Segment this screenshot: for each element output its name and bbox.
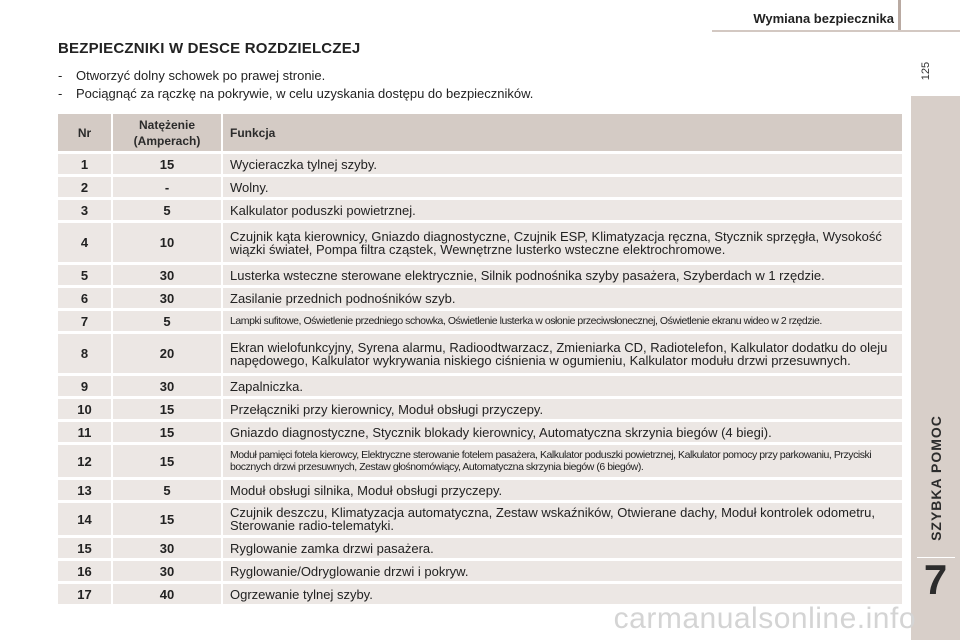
table-header-row [58,114,902,153]
watermark: carmanualsonline.info [613,602,916,635]
fuse-number: 12 [58,444,112,479]
fuse-function: Ekran wielofunkcyjny, Syrena alarmu, Radioodtwarzacz, Zmieniarka CD, Radiotelefon, Kalkulator dodatku do oleju napędowego, Kalkulator wykrywania niskiego ciśnienia w ogumieniu, Kalkulator modułu drzwi przesuwnych. [222,333,902,375]
fuse-number: 2 [58,176,112,199]
fuse-function: Wycieraczka tylnej szyby. [222,153,902,176]
table-row [58,560,902,583]
fuse-number: 14 [58,502,112,537]
fuse-function: Zapalniczka. [222,375,902,398]
header-nr: Nr [58,114,112,153]
fuse-function: Moduł pamięci fotela kierowcy, Elektryczne sterowanie fotelem pasażera, Kalkulator poduszki powietrznej, Kalkulator pomocy przy parkowaniu, Przyciski bocznych drzwi przesuwnych, Zestaw głośnomówiący, Automatyczna skrzynia biegów (6 biegów). [222,444,902,479]
fuse-table [58,114,902,604]
fuse-number: 4 [58,222,112,264]
fuse-amperage: 15 [112,444,222,479]
chapter-number: 7 [923,556,948,603]
table-row [58,375,902,398]
fuse-function: Przełączniki przy kierownicy, Moduł obsługi przyczepy. [222,398,902,421]
fuse-amperage: 5 [112,479,222,502]
table-row [58,176,902,199]
fuse-amperage: 15 [112,502,222,537]
fuse-function: Gniazdo diagnostyczne, Stycznik blokady kierownicy, Automatyczna skrzynia biegów (4 biegi). [222,421,902,444]
table-row [58,287,902,310]
fuse-amperage: 30 [112,375,222,398]
fuse-function: Ogrzewanie tylnej szyby. [222,583,902,605]
fuse-amperage: 30 [112,537,222,560]
table-row [58,583,902,605]
table-row [58,199,902,222]
fuse-amperage: 30 [112,287,222,310]
fuse-function: Wolny. [222,176,902,199]
fuse-amperage: 30 [112,264,222,287]
table-row [58,421,902,444]
sidebar-chapter-label: SZYBKA POMOC [928,415,944,541]
fuse-amperage: 15 [112,153,222,176]
fuse-amperage: 10 [112,222,222,264]
fuse-number: 9 [58,375,112,398]
fuse-number: 13 [58,479,112,502]
table-row [58,264,902,287]
fuse-amperage: 5 [112,199,222,222]
fuse-function: Czujnik kąta kierownicy, Gniazdo diagnostyczne, Czujnik ESP, Klimatyzacja ręczna, Stycznik sprzęgła, Wysokość wiązki świateł, Pompa filtra cząstek, Wewnętrzne lusterko wsteczne elektrochromowe. [222,222,902,264]
page-title: BEZPIECZNIKI W DESCE ROZDZIELCZEJ [58,40,361,57]
table-row [58,502,902,537]
fuse-amperage: 40 [112,583,222,605]
fuse-function: Czujnik deszczu, Klimatyzacja automatyczna, Zestaw wskaźników, Otwierane dachy, Moduł kontrolek odometru, Sterowanie radio-telematyki. [222,502,902,537]
intro-text: Pociągnąć za rączkę na pokrywie, w celu uzyskania dostępu do bezpieczników. [76,86,534,101]
fuse-number: 11 [58,421,112,444]
fuse-function: Ryglowanie zamka drzwi pasażera. [222,537,902,560]
fuse-number: 5 [58,264,112,287]
intro-text: Otworzyć dolny schowek po prawej stronie. [76,68,326,83]
header-amperage-line1: Natężenie [138,117,196,132]
fuse-amperage: 20 [112,333,222,375]
bullet-dash: - [58,86,63,101]
fuse-number: 17 [58,583,112,605]
table-row [58,333,902,375]
header-amperage-line2: (Amperach) [133,133,201,148]
fuse-number: 1 [58,153,112,176]
fuse-number: 15 [58,537,112,560]
header-function: Funkcja [222,114,902,153]
table-row [58,398,902,421]
table-row [58,222,902,264]
fuse-function: Zasilanie przednich podnośników szyb. [222,287,902,310]
fuse-amperage: 15 [112,421,222,444]
table-row [58,537,902,560]
intro-list [58,67,533,103]
fuse-number: 10 [58,398,112,421]
table-row [58,153,902,176]
fuse-function: Moduł obsługi silnika, Moduł obsługi przyczepy. [222,479,902,502]
page-number: 125 [920,61,932,81]
fuse-function: Kalkulator poduszki powietrznej. [222,199,902,222]
table-row [58,479,902,502]
fuse-function: Lampki sufitowe, Oświetlenie przedniego schowka, Oświetlenie lusterka w osłonie przeciwsłonecznej, Oświetlenie ekranu wideo w 2 rzędzie. [222,310,902,333]
fuse-number: 16 [58,560,112,583]
fuse-amperage: 30 [112,560,222,583]
intro-item [58,67,533,85]
section-title: Wymiana bezpiecznika [753,11,894,26]
header-amperage [112,114,222,153]
fuse-number: 7 [58,310,112,333]
fuse-amperage: 15 [112,398,222,421]
table-row [58,444,902,479]
fuse-function: Ryglowanie/Odryglowanie drzwi i pokryw. [222,560,902,583]
intro-item [58,85,533,103]
fuse-amperage: 5 [112,310,222,333]
fuse-number: 8 [58,333,112,375]
bullet-dash: - [58,68,63,83]
fuse-number: 3 [58,199,112,222]
table-row [58,310,902,333]
header-divider [712,30,960,32]
fuse-number: 6 [58,287,112,310]
fuse-function: Lusterka wsteczne sterowane elektrycznie, Silnik podnośnika szyby pasażera, Szyberdach w 1 rzędzie. [222,264,902,287]
header-tick [898,0,901,30]
fuse-amperage: - [112,176,222,199]
